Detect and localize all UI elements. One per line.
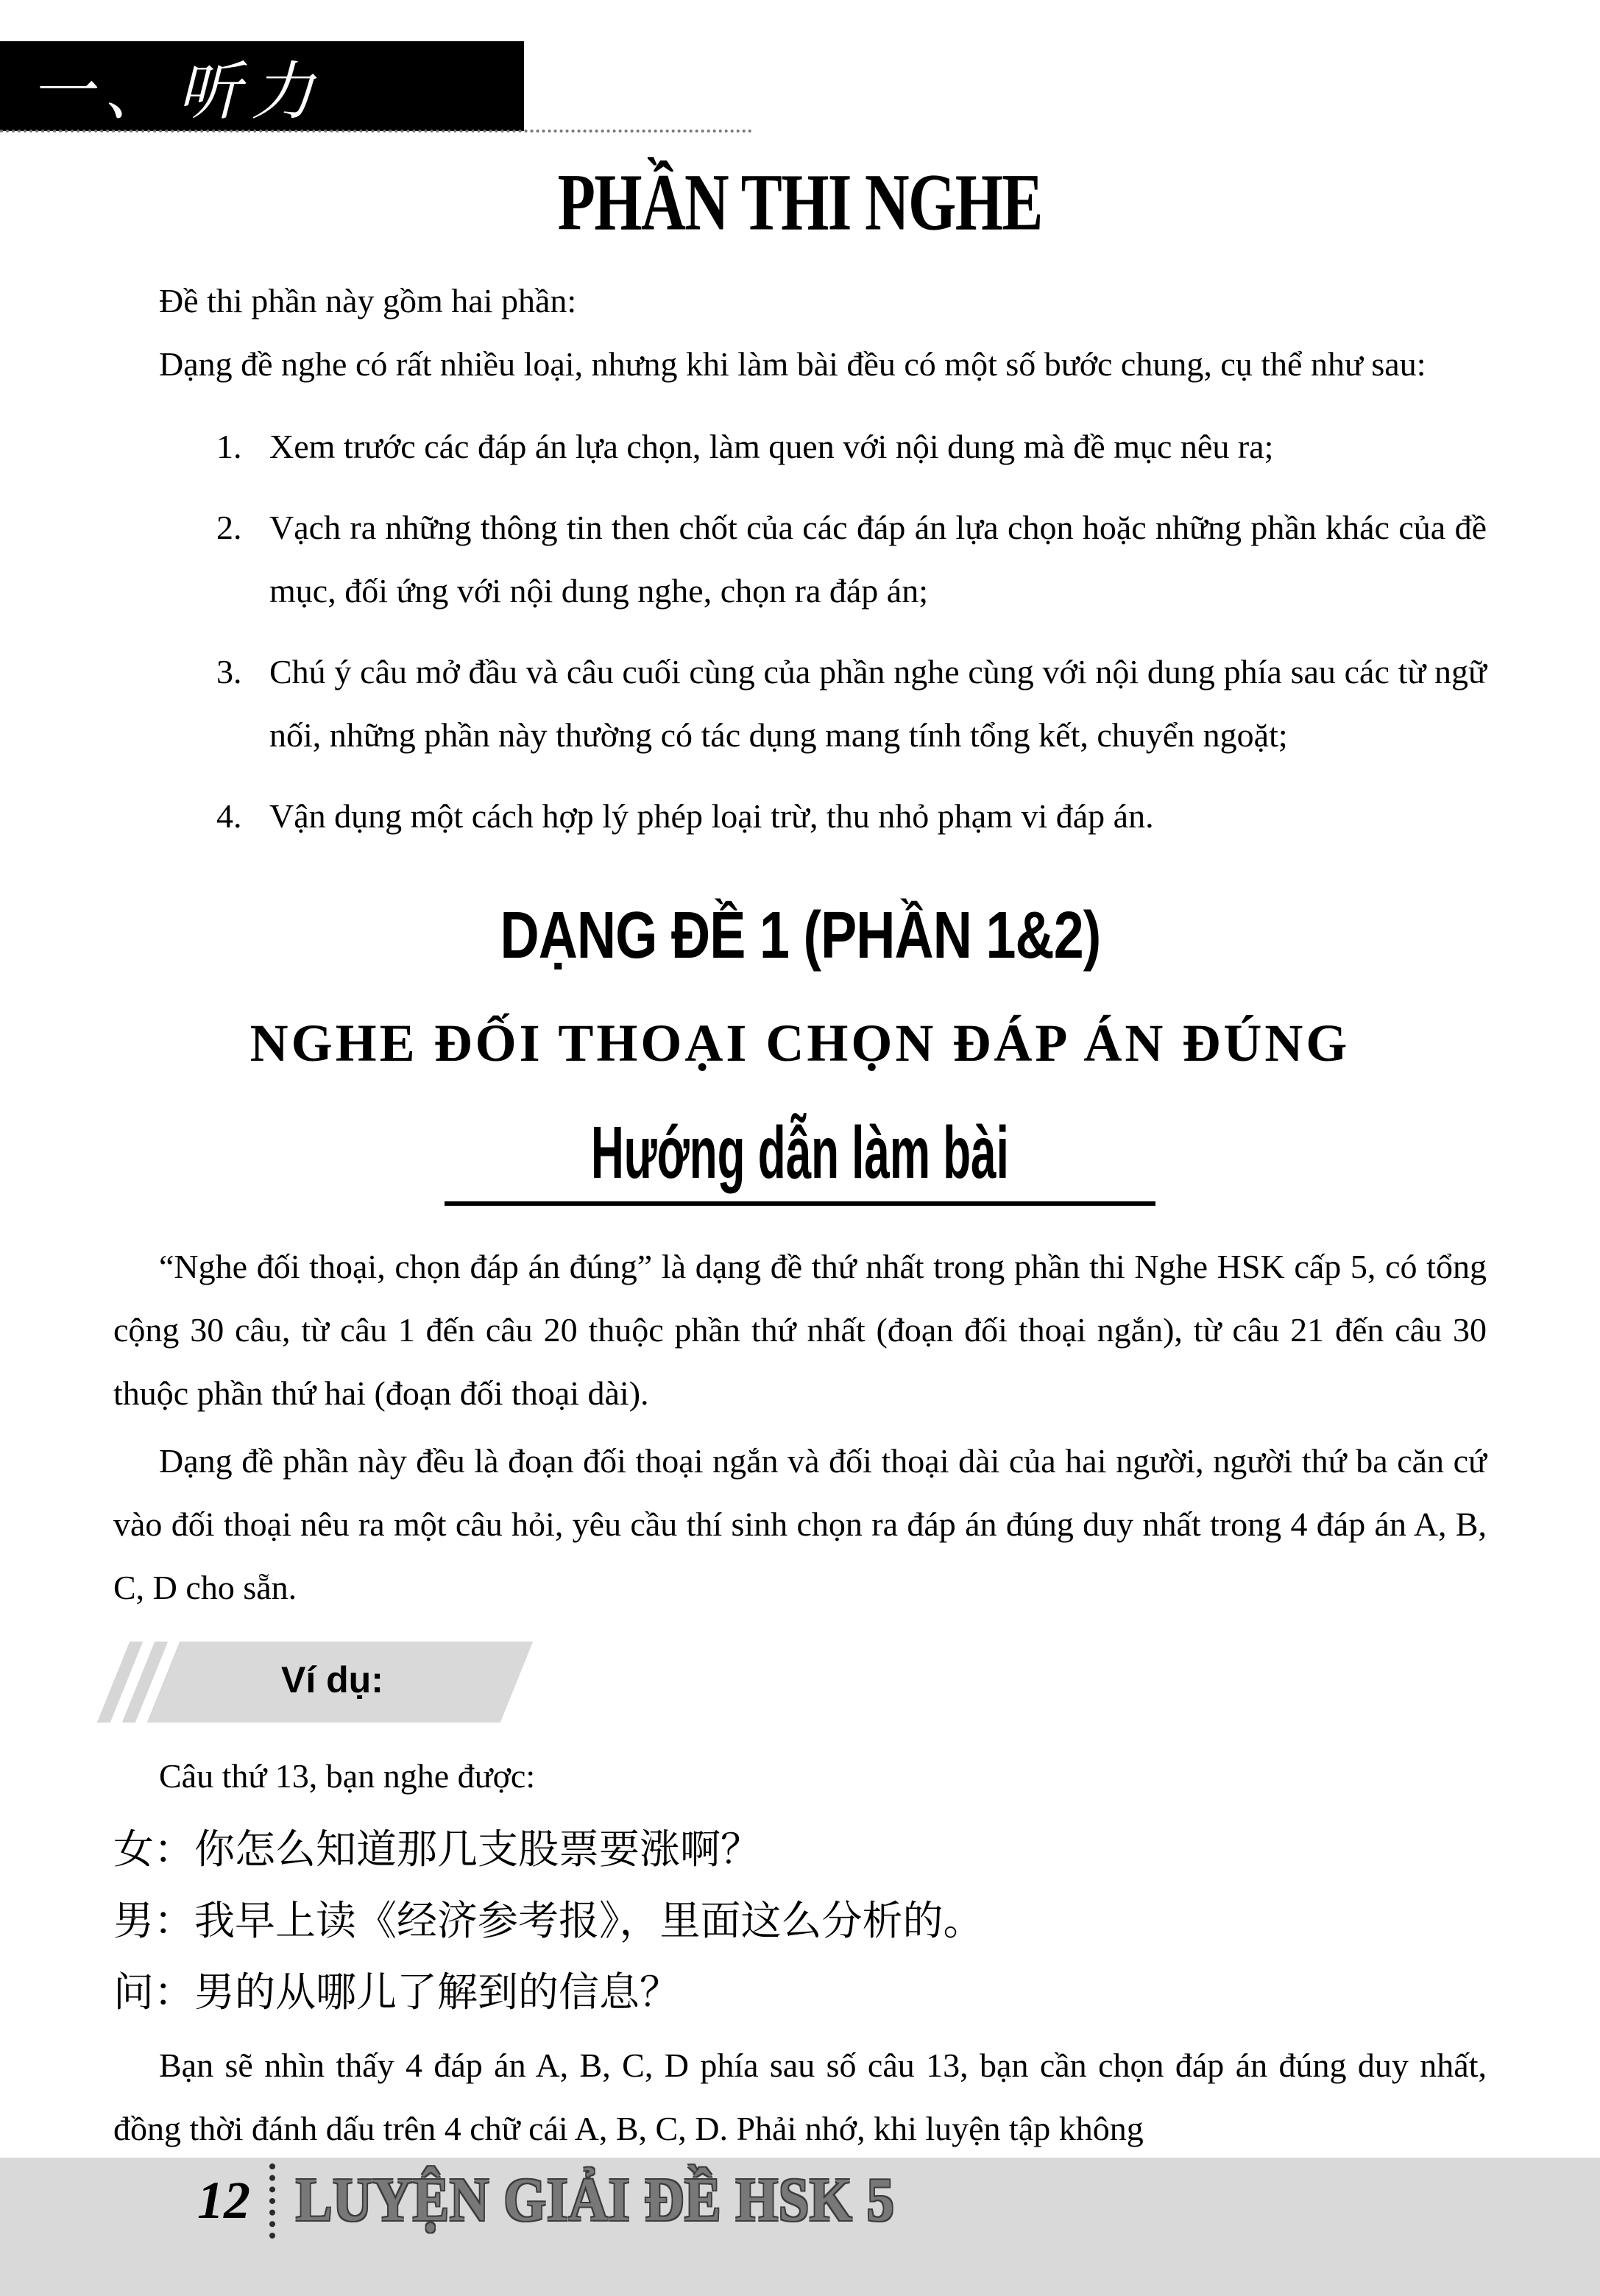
section-paragraph-2: Dạng đề phần này đều là đoạn đối thoại ngắn và đối thoại dài của hai người, người thứ ba căn cứ vào đối thoại nêu ra một câu hỏi, yêu cầu thí sinh chọn ra đáp án đúng duy nhất trong 4 đáp án A, B, C, D cho sẵn. <box>113 1442 1487 1606</box>
book-title: LUYỆN GIẢI ĐỀ HSK 5 <box>296 2166 895 2234</box>
step-text: Vận dụng một cách hợp lý phép loại trừ, thu nhỏ phạm vi đáp án. <box>269 797 1154 835</box>
list-item <box>216 496 1487 623</box>
chapter-banner-text: 一、听力 <box>30 55 325 129</box>
page-footer <box>0 2158 1600 2296</box>
step-number: 4. <box>216 797 242 835</box>
list-item <box>216 415 1487 478</box>
chapter-banner <box>0 41 524 131</box>
page-title-text: PHẦN THI NGHE <box>557 157 1043 247</box>
dialogue-line-woman: 女：你怎么知道那几支股票要涨啊？ <box>113 1826 762 1873</box>
example-dialogue <box>113 1814 1487 2028</box>
section-heading-dang-de <box>113 895 1487 976</box>
step-number: 3. <box>216 653 242 690</box>
example-badge-row <box>113 1642 1487 1723</box>
section-heading-nghe-doi-thoai: NGHE ĐỐI THOẠI CHỌN ĐÁP ÁN ĐÚNG <box>249 1014 1351 1073</box>
step-number: 2. <box>216 509 242 546</box>
example-badge-label: Ví dụ: <box>281 1659 383 1700</box>
intro-paragraph-1: Đề thi phần này gồm hai phần: <box>159 282 577 319</box>
steps-list <box>216 415 1487 848</box>
step-text: Vạch ra những thông tin then chốt của các đáp án lựa chọn hoặc những phần khác của đề mục, đối ứng với nội dung nghe, chọn ra đáp án; <box>269 509 1487 610</box>
page-title <box>113 155 1487 250</box>
step-number: 1. <box>216 428 242 465</box>
section-paragraph-1: “Nghe đối thoại, chọn đáp án đúng” là dạng đề thứ nhất trong phần thi Nghe HSK cấp 5, có tổng cộng 30 câu, từ câu 1 đến câu 20 thuộc phần thứ nhất (đoạn đối thoại ngắn), từ câu 21 đến câu 30 thuộc phần thứ hai (đoạn đối thoại dài). <box>113 1248 1487 1412</box>
dialogue-line-question: 问：男的从哪儿了解到的信息？ <box>113 1968 681 2016</box>
list-item <box>216 640 1487 767</box>
subsection-heading-huong-dan: Hướng dẫn làm bài <box>591 1112 1009 1194</box>
example-outro: Bạn sẽ nhìn thấy 4 đáp án A, B, C, D phía sau số câu 13, bạn cần chọn đáp án đúng duy nhất, đồng thời đánh dấu trên 4 chữ cái A, B, C, D. Phải nhớ, khi luyện tập không <box>113 2046 1487 2147</box>
example-intro: Câu thứ 13, bạn nghe được: <box>159 1757 536 1795</box>
subsection-heading-wrap <box>113 1109 1487 1206</box>
step-text: Chú ý câu mở đầu và câu cuối cùng của phần nghe cùng với nội dung phía sau các từ ngữ nối, những phần này thường có tác dụng mang tính tổng kết, chuyển ngoặt; <box>269 653 1487 754</box>
page-number: 12 <box>197 2171 250 2230</box>
header-dotted-divider <box>0 130 752 133</box>
dialogue-line-man: 男：我早上读《经济参考报》，里面这么分析的。 <box>113 1897 984 1944</box>
section-heading-dang-de-text: DẠNG ĐỀ 1 (PHẦN 1&2) <box>500 898 1100 972</box>
footer-dotted-divider <box>269 2163 275 2239</box>
step-text: Xem trước các đáp án lựa chọn, làm quen với nội dung mà đề mục nêu ra; <box>269 428 1274 465</box>
list-item <box>216 785 1487 848</box>
example-badge <box>165 1642 517 1723</box>
intro-paragraph-2: Dạng đề nghe có rất nhiều loại, nhưng khi làm bài đều có một số bước chung, cụ thể như sau: <box>159 345 1426 383</box>
subsection-heading-underline <box>445 1201 1155 1206</box>
